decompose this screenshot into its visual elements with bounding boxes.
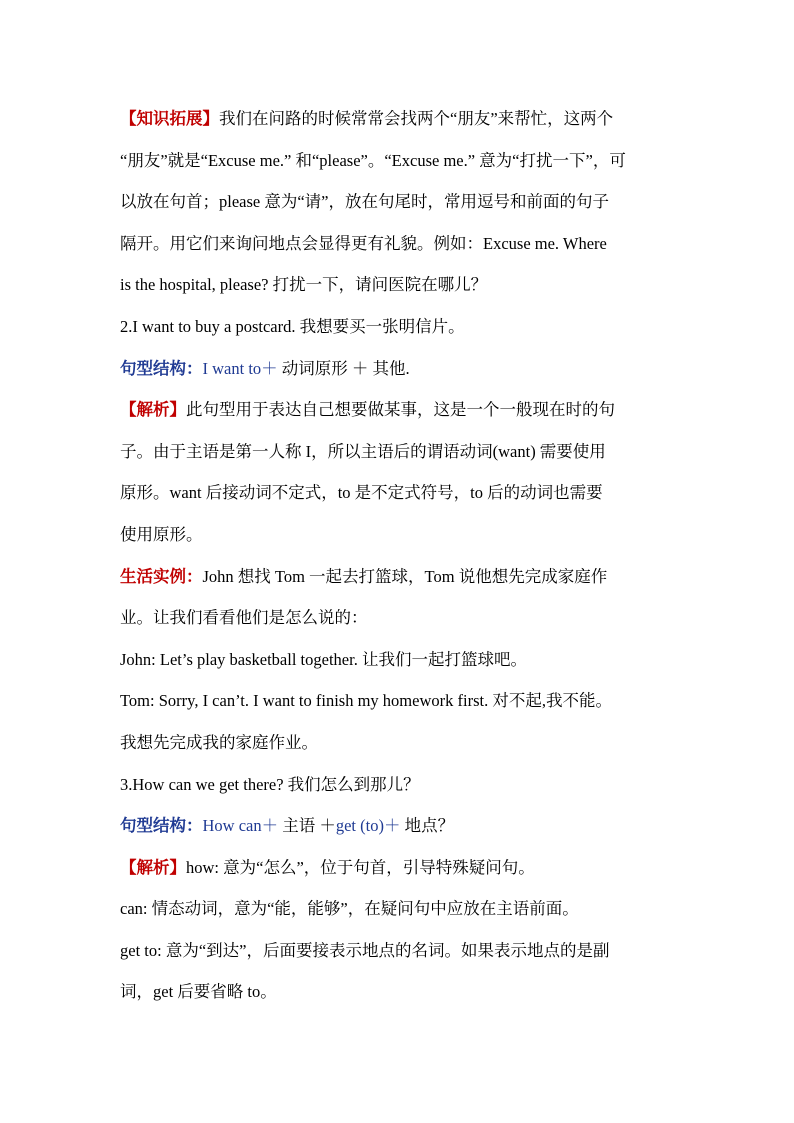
example-label: 生活实例： — [120, 566, 203, 586]
analysis-3-line-4: 词，get 后要省略 to。 — [120, 982, 277, 1002]
pattern-rest: 动词原形 ＋ 其他. — [281, 358, 410, 378]
pattern-label: 句型结构： — [120, 358, 203, 378]
analysis-3-line-1 — [120, 847, 680, 889]
pattern-2-line — [120, 348, 680, 390]
analysis-label: 【解析】 — [120, 857, 186, 877]
text-span: 我们在问路的时候常常会找两个“朋友”来帮忙，这两个 — [219, 109, 614, 128]
dialogue-line-2: Tom: Sorry, I can’t. I want to finish my homework first. 对不起,我不能。 — [120, 691, 612, 711]
analysis-2-line-1 — [120, 389, 680, 431]
pattern-english-2: get (to)＋ — [335, 816, 405, 836]
example-line-2: 业。让我们看看他们是怎么说的： — [120, 608, 368, 628]
example-line-1 — [120, 556, 680, 598]
knowledge-extension-line-3: 以放在句首；please 意为“请”，放在句尾时，常用逗号和前面的句子 — [120, 192, 609, 212]
knowledge-extension-label: 【知识拓展】 — [120, 109, 219, 128]
knowledge-extension-line-1 — [120, 98, 680, 140]
sentence-3: 3.How can we get there? 我们怎么到那儿？ — [120, 774, 420, 794]
analysis-3-line-3: get to: 意为“到达”，后面要接表示地点的名词。如果表示地点的是副 — [120, 940, 610, 960]
analysis-2-line-3: 原形。want 后接动词不定式，to 是不定式符号，to 后的动词也需要 — [120, 483, 603, 503]
analysis-2-line-4: 使用原形。 — [120, 524, 203, 544]
knowledge-extension-line-5: is the hospital, please? 打扰一下，请问医院在哪儿？ — [120, 275, 488, 295]
dialogue-line-3: 我想先完成我的家庭作业。 — [120, 732, 318, 752]
analysis-label: 【解析】 — [120, 400, 186, 420]
analysis-3-line-2: can: 情态动词，意为“能，能够”，在疑问句中应放在主语前面。 — [120, 899, 579, 919]
pattern-english: I want to＋ — [202, 358, 282, 378]
pattern-rest: 地点？ — [404, 816, 455, 836]
knowledge-extension-line-2: “朋友”就是“Excuse me.” 和“please”。“Excuse me.” 意为“打扰一下”，可 — [120, 150, 626, 170]
pattern-label: 句型结构： — [120, 816, 203, 836]
pattern-english-1: How can＋ — [202, 816, 283, 836]
pattern-3-line — [120, 805, 680, 847]
text-span: 此句型用于表达自己想要做某事，这是一个一般现在时的句 — [186, 400, 615, 420]
text-span: John 想找 Tom 一起去打篮球，Tom 说他想先完成家庭作 — [202, 566, 608, 586]
dialogue-line-1: John: Let’s play basketball together. 让我们一起打篮球吧。 — [120, 649, 527, 669]
knowledge-extension-line-4: 隔开。用它们来询问地点会显得更有礼貌。例如：Excuse me. Where — [120, 233, 607, 253]
text-span: how: 意为“怎么”，位于句首，引导特殊疑问句。 — [186, 857, 535, 877]
document-page — [120, 98, 680, 1013]
analysis-2-line-2: 子。由于主语是第一人称 I，所以主语后的谓语动词(want) 需要使用 — [120, 441, 606, 461]
sentence-2: 2.I want to buy a postcard. 我想要买一张明信片。 — [120, 316, 465, 336]
pattern-mid: 主语 ＋ — [282, 816, 336, 836]
